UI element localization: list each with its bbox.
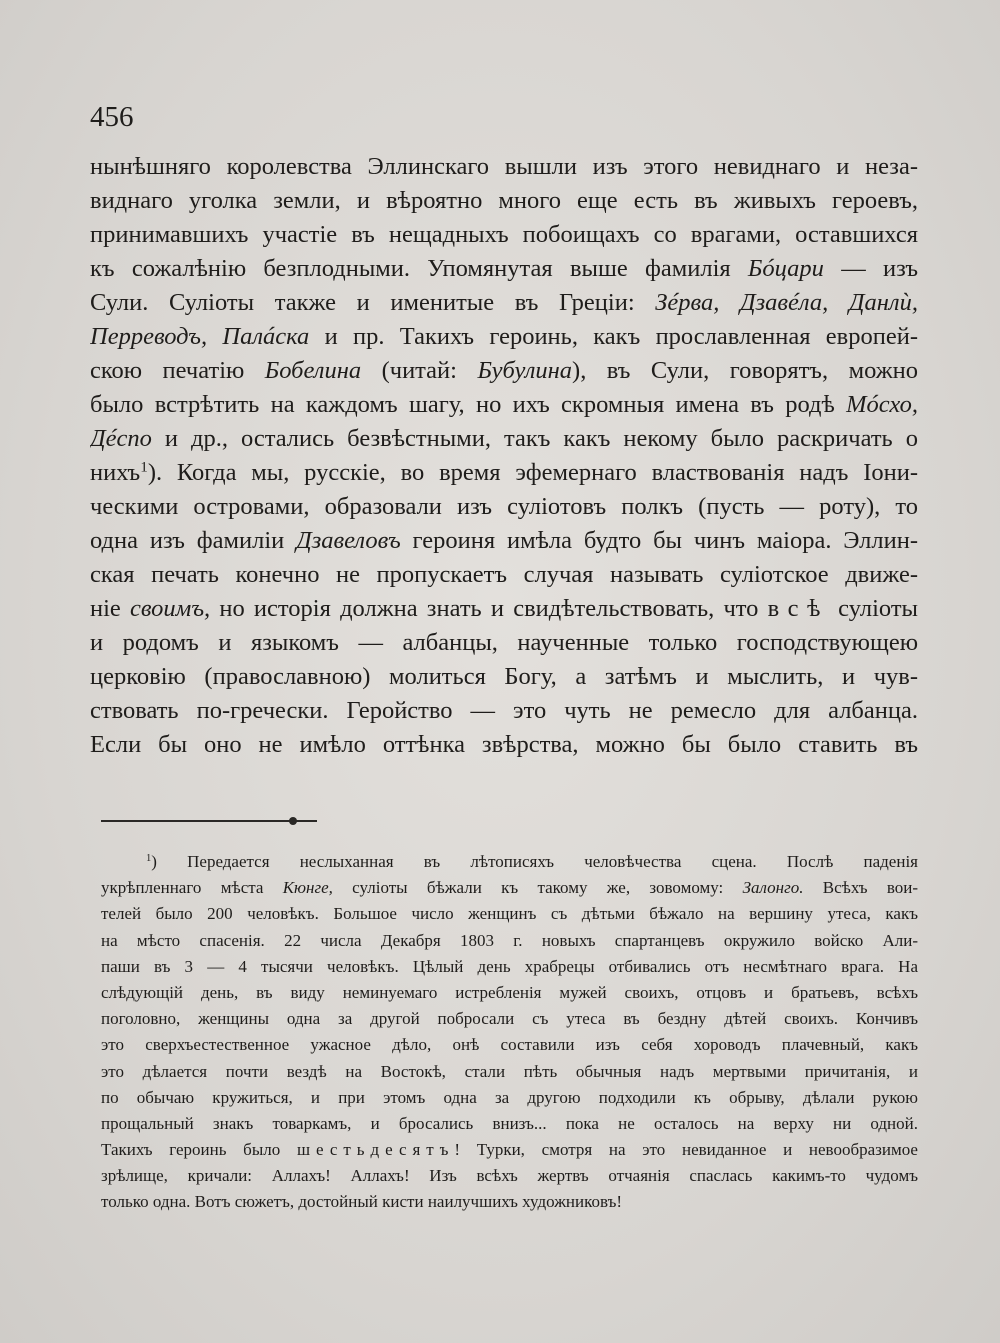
text-run: поголовно, женщины одна за другой побросали съ утеса въ бездну дѣтей своихъ. Кончивъ <box>101 1009 918 1029</box>
text-line <box>90 422 918 456</box>
text-line <box>90 320 918 354</box>
text-run: только одна. Вотъ сюжетъ, достойный кисти наилучшихъ художниковъ! <box>101 1192 623 1212</box>
text-line <box>90 524 918 558</box>
text-run: по обычаю кружиться, и при этомъ одна за другою подходили къ обрыву, дѣлали рукою <box>101 1087 918 1107</box>
footnote-line <box>101 1032 918 1058</box>
footnote-marker: 1 <box>146 853 152 865</box>
text-line <box>90 558 918 592</box>
text-line <box>90 388 918 422</box>
footnote-line <box>101 901 918 927</box>
italic-text: Мóсхо, <box>846 391 918 418</box>
text-run: и пр. Такихъ героинь, какъ прославленная европей- <box>309 323 918 350</box>
text-run: (читай: <box>361 357 478 384</box>
text-run: укрѣпленнаго мѣста <box>101 878 283 898</box>
text-run: зрѣлище, кричали: Аллахъ! Аллахъ! Изъ всѣхъ жертвъ отчаянія спаслась какимъ-то чудомъ <box>101 1166 918 1186</box>
text-run: принимавшихъ участіе въ нещадныхъ побоищахъ со врагами, оставшихся <box>90 221 918 248</box>
italic-text: Зéрва, Дзавéла, Данлù, <box>655 289 918 316</box>
text-run: шестьдесятъ <box>296 1140 455 1160</box>
footnote-marker: 1 <box>140 458 148 476</box>
footnote-line <box>101 1137 918 1163</box>
italic-text: Бубулина <box>477 357 573 384</box>
text-run: Если бы оно не имѣло оттѣнка звѣрства, можно бы было ставить въ <box>90 731 918 758</box>
footnote-line <box>101 954 918 980</box>
text-run: суліоты бѣжали къ такому же, зовомому: <box>332 878 743 898</box>
italic-text: Бобелина <box>264 357 362 384</box>
footnote-line <box>101 1111 918 1137</box>
text-line <box>90 252 918 286</box>
text-run: — изъ <box>823 255 918 282</box>
text-run: скою печатію <box>90 357 265 384</box>
footnote-line <box>101 1059 918 1085</box>
text-run: это дѣлается почти вездѣ на Востокѣ, стали пѣть обычныя надъ мертвыми причитанія, и <box>101 1061 918 1081</box>
text-run: было встрѣтить на каждомъ шагу, но ихъ скромныя имена въ родѣ <box>90 391 847 418</box>
text-run: нихъ <box>90 459 141 486</box>
text-run: прощальный знакъ товаркамъ, и бросались внизъ... пока не осталось на верху ни одной. <box>101 1113 918 1133</box>
text-line <box>90 218 918 252</box>
footnote <box>101 849 918 1216</box>
text-run: ческими островами, образовали изъ суліотовъ полкъ (пусть — роту), то <box>90 493 918 520</box>
text-run: и родомъ и языкомъ — албанцы, наученные только господствующею <box>90 629 918 656</box>
italic-text: Залонго. <box>742 878 804 898</box>
text-line <box>90 150 918 184</box>
text-run: Такихъ героинь было <box>101 1140 297 1160</box>
text-run: виднаго уголка земли, и вѣроятно много еще есть въ живыхъ героевъ, <box>90 187 918 214</box>
text-run: паши въ 3 — 4 тысячи человѣкъ. Цѣлый день храбрецы отбивались отъ несмѣтнаго врага. На <box>101 956 918 976</box>
text-run: суліоты <box>828 595 918 622</box>
text-run: одна изъ фамиліи <box>90 527 297 554</box>
text-line <box>90 728 918 762</box>
text-run: церковію (православною) молиться Богу, а затѣмъ и мыслить, и чув- <box>90 663 918 690</box>
italic-text: Дзавеловъ <box>296 527 401 554</box>
italic-text: Дéспо <box>90 425 152 452</box>
text-line <box>90 660 918 694</box>
text-run: на мѣсто спасенія. 22 числа Декабря 1803 г. новыхъ спартанцевъ окружило войско Али- <box>101 930 918 950</box>
text-run: это сверхъестественное ужасное дѣло, онѣ составили изъ себя хороводъ плачевный, какъ <box>101 1035 918 1055</box>
text-run: ская печать конечно не пропускаетъ случая называть суліотское движе- <box>90 561 918 588</box>
footnote-line <box>101 875 918 901</box>
text-run: героиня имѣла будто бы чинъ маіора. Эллин- <box>400 527 918 554</box>
text-line <box>90 286 918 320</box>
text-run: Сули. Суліоты также и именитые въ Греціи: <box>90 289 656 316</box>
italic-text: Кюнге, <box>282 878 333 898</box>
text-run: и др., остались безвѣстными, такъ какъ некому было раскричать о <box>151 425 918 452</box>
text-run: ). Когда мы, русскіе, во время эфемернаго властвованія надъ Іони- <box>147 459 918 486</box>
text-line <box>90 592 918 626</box>
text-line <box>90 184 918 218</box>
text-run: телей было 200 человѣкъ. Большое число женщинъ съ дѣтьми бѣжало на вершину утеса, какъ <box>101 904 918 924</box>
divider-dot <box>289 817 297 825</box>
text-run: ніе <box>90 595 130 622</box>
italic-text: Бóцари <box>747 255 824 282</box>
text-run: слѣдующій день, въ виду неминуемаго истребленія мужей своихъ, отцовъ и братьевъ, всѣхъ <box>101 982 918 1002</box>
text-run: ), въ Сули, говорятъ, можно <box>572 357 918 384</box>
footnote-divider <box>101 820 317 822</box>
footnote-line <box>101 980 918 1006</box>
page-number: 456 <box>90 101 134 133</box>
text-run: нынѣшняго королевства Эллинскаго вышли изъ этого невиднаго и неза- <box>90 153 918 180</box>
text-run: ) Передается неслыханная въ лѣтописяхъ человѣчества сцена. Послѣ паденія <box>151 852 918 871</box>
italic-text: своимъ, <box>130 595 211 622</box>
text-run: Всѣхъ вои- <box>803 878 918 898</box>
footnote-line <box>101 849 918 875</box>
text-run: всѣ <box>767 595 829 622</box>
text-line <box>90 626 918 660</box>
footnote-line <box>101 928 918 954</box>
main-text <box>90 150 918 762</box>
footnote-line <box>101 1085 918 1111</box>
text-run: къ сожалѣнію безплодными. Упомянутая выше фамилія <box>90 255 748 282</box>
text-line <box>90 354 918 388</box>
text-run: но исторія должна знать и свидѣтельствовать, что <box>210 595 768 622</box>
footnote-line <box>101 1006 918 1032</box>
text-run: ствовать по-гречески. Геройство — это чуть не ремесло для албанца. <box>90 697 918 724</box>
text-line <box>90 490 918 524</box>
footnote-line <box>101 1163 918 1189</box>
text-line <box>90 456 918 490</box>
text-line <box>90 694 918 728</box>
italic-text: Перреводъ, Палáска <box>90 323 310 350</box>
text-run: ! Турки, смотря на это невиданное и невообразимое <box>454 1140 918 1160</box>
footnote-line <box>101 1189 918 1215</box>
